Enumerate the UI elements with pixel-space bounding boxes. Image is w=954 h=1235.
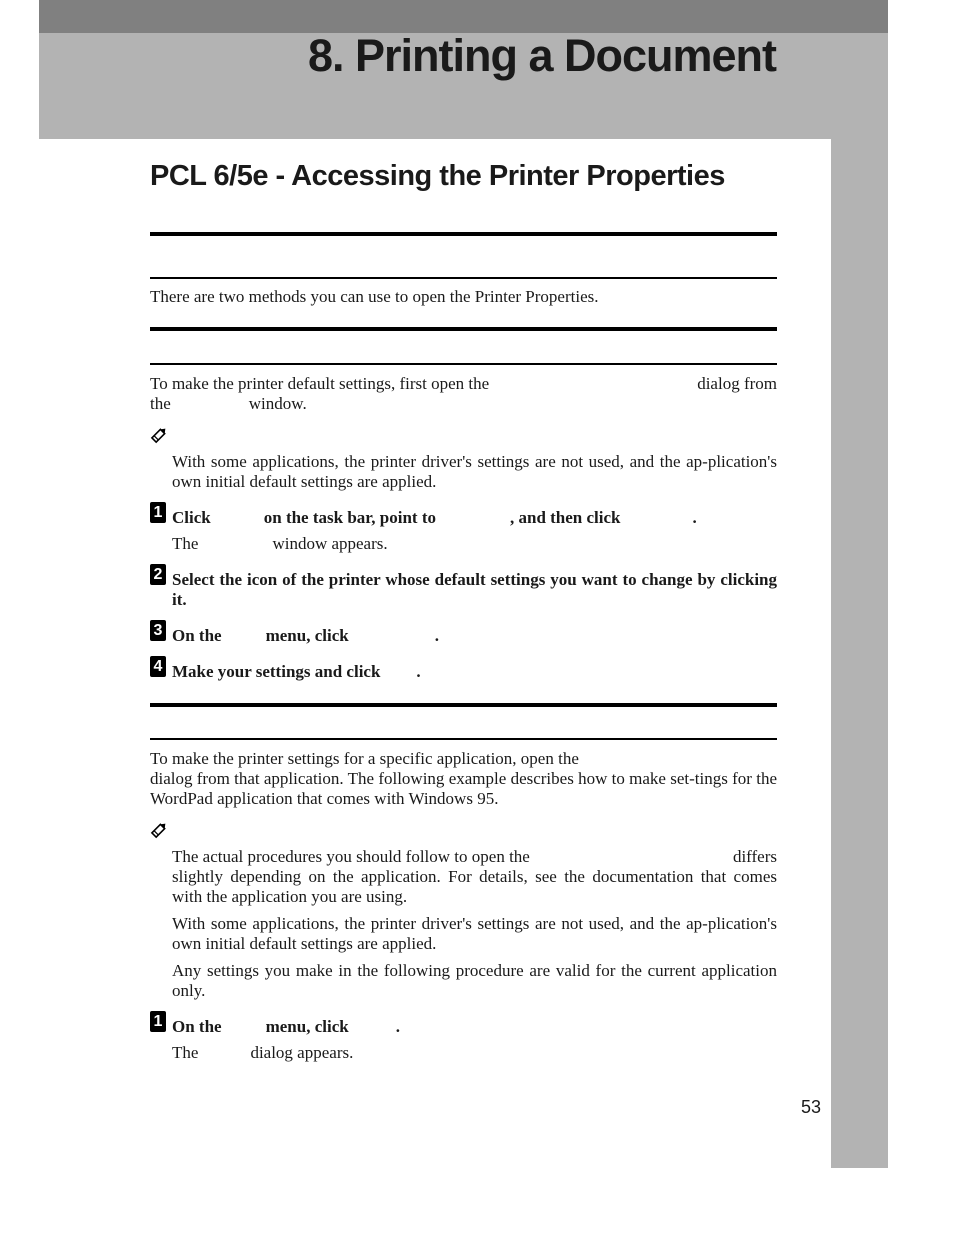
- part1-step4: [172, 662, 777, 682]
- step-number-2: 2: [150, 564, 166, 585]
- part2-step1-text-b: menu, click: [265, 1017, 349, 1036]
- part1-step3: [172, 626, 777, 646]
- step-number-1: 1: [150, 1011, 166, 1032]
- part1-intro-text-d: window.: [248, 394, 307, 413]
- part2-step1-result-b: dialog appears.: [250, 1043, 354, 1062]
- part2-step1-text-c: .: [395, 1017, 400, 1036]
- header-top-stripe: [39, 0, 888, 33]
- part1-intro-text-b: dialog from: [697, 374, 777, 393]
- part2-note2: With some applications, the printer driver's settings are not used, and the ap-plication's own initial default settings are applied.: [172, 914, 777, 953]
- part1-note: With some applications, the printer driver's settings are not used, and the ap-plication's own initial default settings are applied.: [172, 452, 777, 491]
- part1-intro-text-a: To make the printer default settings, first open the: [150, 374, 490, 393]
- part2-step1-text-a: On the: [172, 1017, 222, 1036]
- step-number-3: 3: [150, 620, 166, 641]
- step3-text-b: menu, click: [265, 626, 349, 645]
- part2-rule-thin: [150, 738, 777, 740]
- part2-note3: Any settings you make in the following procedure are valid for the current application only.: [172, 961, 777, 1000]
- section-rule-thin: [150, 277, 777, 279]
- part1-step1: [172, 508, 777, 528]
- part2-intro-rest: dialog from that application. The following example describes how to make set-tings for the WordPad application that comes with Windows 95.: [150, 769, 777, 808]
- intro-text: There are two methods you can use to open the Printer Properties.: [150, 287, 599, 306]
- part2-note1-line1: [172, 847, 777, 867]
- step-number-1: 1: [150, 502, 166, 523]
- step1-result-a: The: [172, 534, 199, 553]
- chapter-title: 8. Printing a Document: [307, 30, 776, 81]
- part1-step2: Select the icon of the printer whose default settings you want to change by clicking it.: [172, 570, 777, 609]
- part2-note1-text-a: The actual procedures you should follow to open the: [172, 847, 530, 866]
- step1-text-c: , and then click: [509, 508, 621, 527]
- section-rule-thick: [150, 232, 777, 236]
- step3-text-a: On the: [172, 626, 222, 645]
- step1-result-b: window appears.: [272, 534, 388, 553]
- section-title: PCL 6/5e - Accessing the Printer Properties: [150, 160, 725, 192]
- step4-text-b: .: [416, 662, 421, 681]
- part1-intro-line2: [150, 394, 777, 414]
- part1-intro-text-c: the: [150, 394, 171, 413]
- part2-step1-result-a: The: [172, 1043, 199, 1062]
- part1-rule-thick: [150, 327, 777, 331]
- part2-intro-line1: To make the printer settings for a specific application, open the: [150, 749, 579, 768]
- part1-rule-thin: [150, 363, 777, 365]
- step1-text-b: on the task bar, point to: [263, 508, 436, 527]
- pencil-icon: [150, 821, 168, 839]
- step1-text-a: Click: [172, 508, 211, 527]
- part2-note1-text-b: differs: [732, 847, 777, 866]
- part2-rule-thick: [150, 703, 777, 707]
- step-number-4: 4: [150, 656, 166, 677]
- step4-text-a: Make your settings and click: [172, 662, 381, 681]
- part2-step1: [172, 1017, 777, 1037]
- step1-text-d: .: [692, 508, 697, 527]
- part2-step1-result: [172, 1043, 799, 1063]
- side-thumb-band: [831, 139, 888, 1168]
- step3-text-c: .: [434, 626, 439, 645]
- page-number: 53: [800, 1097, 821, 1117]
- part1-step1-result: [172, 534, 799, 554]
- part1-intro-line1: [150, 374, 777, 394]
- part2-note1-rest: slightly depending on the application. For details, see the documentation that comes with the application you are using.: [172, 867, 777, 906]
- pencil-icon: [150, 426, 168, 444]
